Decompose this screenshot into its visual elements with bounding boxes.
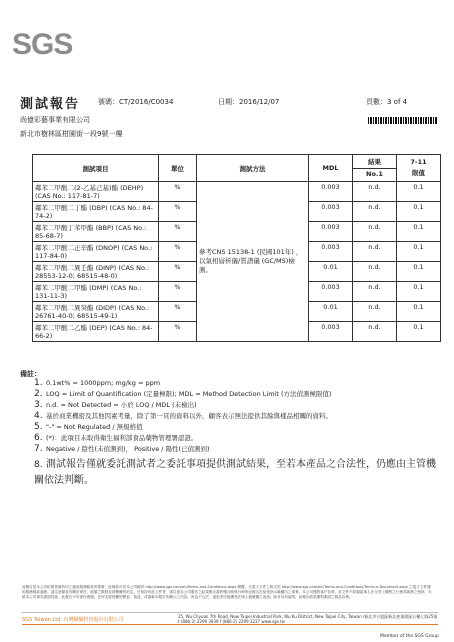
note-number: 3. [34,400,43,410]
note-number: 8. [34,460,43,470]
note-text: (*)：此項目未取得衛生福利部食品藥物管理署認證。 [46,434,198,442]
results-table [32,154,441,342]
note-text: "-" = Not Regulated / 無規格值 [46,423,143,431]
footer-divider [22,612,438,613]
row-result: n.d. [353,302,397,322]
report-date [218,97,279,107]
barcode-image [368,117,438,124]
report-date-label: 日期： [218,98,239,106]
row-result: n.d. [353,182,397,202]
footer-disclaimer: 此報告是本公司依照背面所印之通用服務條款所簽發，此條款可於本公司網頁 http://www.sgs.com/en/Terms-and-Conditions.aspx 閱覽，凡電子文件之格式依 http://www.sgs.com/en/Terms-and-Conditions/Terms-e-Document.aspx 之電子文件通用服務條款處理。請注意條款有關於責任、賠償之限制及管轄權的約定。任何持有此文件者，請注意本公司製作之結果報告書將僅反映執行時所紀錄且於接受指示範圍內之事實。本公司僅對客戶負責，此文件不妨礙當事人在交易上權利之行使或義務之免除。未經本公司事先書面同意，此報告不可部份複製。任何未經授權的變更、偽造、或曲解本報告所顯示之內容，皆為不合法，違犯者可能遭受法律上最嚴厲之追訴。除非另有說明，此報告結果僅對測試之樣品負責。 [22,585,432,599]
note-1 [34,378,160,388]
row-mdl: 0.003 [309,322,353,342]
page-count [366,97,407,107]
row-item-name: 鄰苯二甲酸二異壬酯 (DINP) (CAS No.: 28553-12-0; 68515-48-0) [33,262,159,282]
row-mdl: 0.003 [309,202,353,222]
method-cell: 參考CNS 15138-1 (民國101年) ，以氣相層析儀/質譜儀 (GC/MS)檢測。 [197,182,309,342]
note-text: 0.1wt% = 1000ppm; mg/kg = ppm [46,379,161,387]
note-number: 7. [34,444,43,454]
logo-text: SGS [12,28,73,61]
row-unit: % [159,322,197,342]
note-number: 1. [34,378,43,388]
note-number: 2. [34,389,43,399]
footer-company: SGS Taiwan Ltd. 台灣檢驗科技股份有限公司 [22,617,124,623]
header-item: 測試項目 [33,155,159,182]
row-limit: 0.1 [397,202,441,222]
footer-contact-line: t (886-2) 2299 3939 f (886-2) 2299 3237 www.sgs.tw [178,619,285,624]
row-result: n.d. [353,222,397,242]
note-5 [34,422,143,432]
note-text: 測試報告僅就委託測試者之委託事項提供測試結果，至若本產品之合法性，仍應由主管機關依法判斷。 [34,459,436,486]
footer-member: Member of the SGS Group [380,634,439,639]
row-limit: 0.1 [397,282,441,302]
note-2 [34,389,332,399]
row-result: n.d. [353,322,397,342]
row-mdl: 0.01 [309,302,353,322]
row-mdl: 0.003 [309,222,353,242]
note-text: 基於商業機密及其他因素考量，除了第一頁的資料以外，顧客表示無法提供其餘與樣品相關的資料。 [46,412,332,420]
note-number: 5. [34,422,43,432]
row-limit: 0.1 [397,302,441,322]
note-text: LOQ = Limit of Quantification (定量極限); MDL = Method Detection Limit (方法偵測極限值) [46,390,332,398]
note-number: 4. [34,411,43,421]
client-address: 新北市樹林區柑園街一段9號一樓 [20,130,123,138]
header-method: 測試方法 [197,155,309,182]
note-text: n.d. = Not Detected = 小於 LOQ / MDL (未檢出) [46,401,197,409]
report-date-value: 2016/12/07 [239,98,280,106]
row-limit: 0.1 [397,262,441,282]
table-header-row [33,155,441,182]
footer-address [178,614,437,624]
row-item-name: 鄰苯二甲酸二甲酯 (DMP) (CAS No.: 131-11-3) [33,282,159,302]
page-count-label: 頁數： [366,98,387,106]
page-count-value: 3 of 4 [387,98,408,106]
footer-accent-rule [22,624,438,625]
row-mdl: 0.01 [309,262,353,282]
row-item-name: 鄰苯二甲酸二正辛酯 (DNOP) (CAS No.: 117-84-0) [33,242,159,262]
row-unit: % [159,282,197,302]
footer-address-line: 25, Wu Chyuan 7th Road, New Taipei Industrial Park, Wu Ku District, New Taipei City, Taiwan /新北市五股區新北產業園區五權七路25號 [178,614,438,619]
row-item-name: 鄰苯二甲酸二異癸酯 (DIDP) (CAS No.: 26761-40-0; 68515-49-1) [33,302,159,322]
row-limit: 0.1 [397,222,441,242]
row-mdl: 0.003 [309,242,353,262]
row-result: n.d. [353,242,397,262]
row-limit: 0.1 [397,182,441,202]
note-text: Negative / 陰性(未偵測到)， Positive / 陽性(已偵測到) [46,445,210,453]
note-8 [34,457,444,488]
row-limit: 0.1 [397,242,441,262]
row-result: n.d. [353,202,397,222]
row-result: n.d. [353,282,397,302]
row-unit: % [159,202,197,222]
row-item-name: 鄰苯二甲酸丁苯甲酯 (BBP) (CAS No.: 85-68-7) [33,222,159,242]
report-number [98,97,173,107]
row-unit: % [159,182,197,202]
client-company: 尚億彩藝事業有限公司 [20,116,90,124]
row-result: n.d. [353,262,397,282]
table-row [33,182,441,202]
report-number-value: CT/2016/C0034 [119,98,174,106]
note-6 [34,433,197,443]
header-limit-bottom: 限值 [412,169,425,177]
row-unit: % [159,242,197,262]
row-unit: % [159,222,197,242]
header-result-label: 結果 [353,157,396,169]
header-result [353,155,397,182]
note-3 [34,400,197,410]
row-mdl: 0.003 [309,282,353,302]
note-7 [34,444,210,454]
row-unit: % [159,302,197,322]
sgs-logo [12,28,73,61]
notes-heading: 備註： [20,370,41,378]
row-mdl: 0.003 [309,182,353,202]
row-item-name: 鄰苯二甲酸二乙酯 (DEP) (CAS No.: 84-66-2) [33,322,159,342]
row-item-name: 鄰苯二甲酸二(2-乙基己基)酯 (DEHP) (CAS No.: 117-81-7) [33,182,159,202]
header-mdl: MDL [309,155,353,182]
note-4 [34,411,332,421]
header-unit: 單位 [159,155,197,182]
row-limit: 0.1 [397,322,441,342]
report-number-label: 號碼： [98,98,119,106]
row-item-name: 鄰苯二甲酸二丁酯 (DBP) (CAS No.: 84-74-2) [33,202,159,222]
header-result-no: No.1 [366,169,383,178]
report-title: 測試報告 [20,97,81,112]
note-number: 6. [34,433,43,443]
row-unit: % [159,262,197,282]
header-limit-top: 7-11 [410,158,427,166]
header-limit [397,155,441,182]
